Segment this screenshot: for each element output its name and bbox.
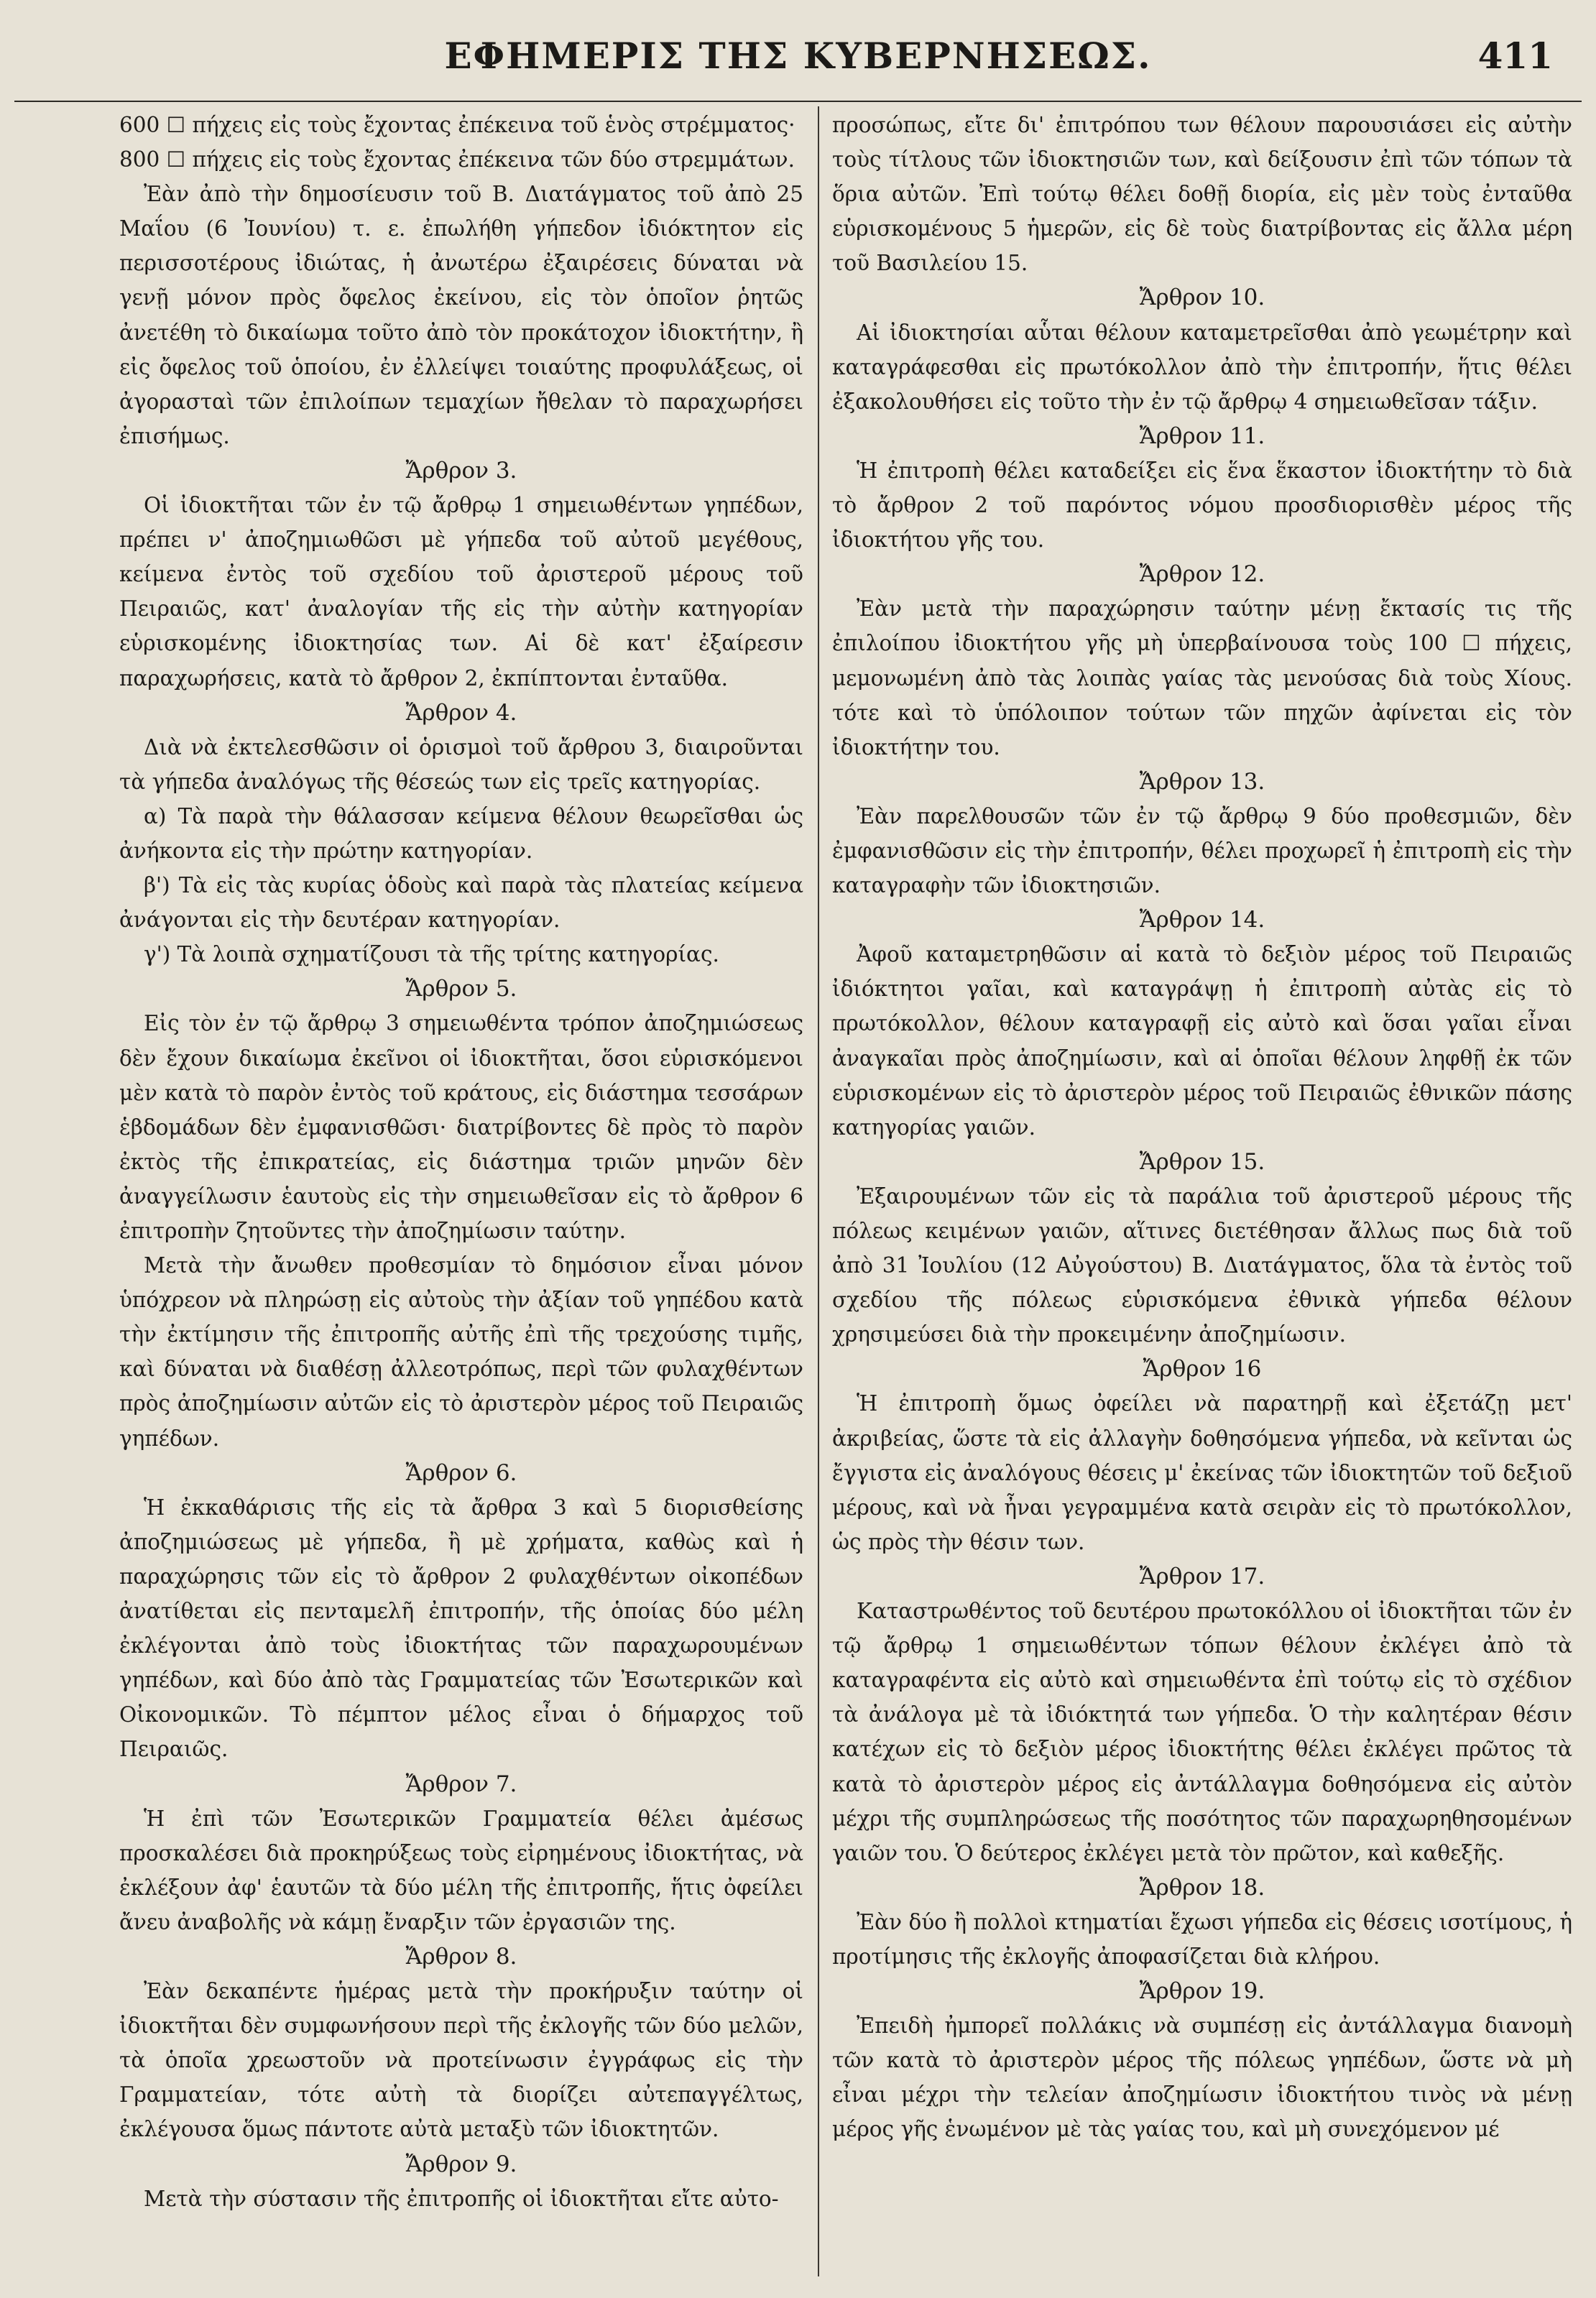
article-11-text: Ἡ ἐπιτροπὴ θέλει καταδείξει εἰς ἕνα ἕκαστον ἰδιοκτήτην τὸ διὰ τὸ ἄρθρον 2 τοῦ παρόντος νόμου προσδιορισθὲν μέρος τῆς ἰδιοκτήτου γῆς του. (832, 458, 1572, 553)
article-4-clause-b: β') Τὰ εἰς τὰς κυρίας ὁδοὺς καὶ παρὰ τὰς πλατείας κείμενα ἀνάγονται εἰς τὴν δευτέραν κατηγορίαν. (119, 873, 803, 933)
article-3-text: Οἱ ἰδιοκτῆται τῶν ἐν τῷ ἄρθρῳ 1 σημειωθέντων γηπέδων, πρέπει ν' ἀποζημιωθῶσι μὲ γήπεδα τοῦ αὐτοῦ μεγέθους, κείμενα ἐντὸς τοῦ σχεδίου τοῦ ἀριστεροῦ μέρους τοῦ Πειραιῶς, κατ' ἀναλογίαν τῆς εἰς τὴν αὐτὴν κατηγορίαν εὑρισκομένης ἰδιοκτησίας των. Αἱ δὲ κατ' ἐξαίρεσιν παραχωρήσεις, κατὰ τὸ ἄρθρον 2, ἐκπίπτονται ἐνταῦθα. (119, 493, 803, 691)
article-4-text: Διὰ νὰ ἐκτελεσθῶσιν οἱ ὁρισμοὶ τοῦ ἄρθρου 3, διαιροῦνται τὰ γήπεδα ἀναλόγως τῆς θέσεώς των εἰς τρεῖς κατηγορίας. (119, 734, 803, 794)
right-column (832, 108, 1572, 2264)
article-heading-11: Ἄρθρον 11. (1139, 423, 1265, 449)
article-6-text: Ἡ ἐκκαθάρισις τῆς εἰς τὰ ἄρθρα 3 καὶ 5 διορισθείσης ἀποζημιώσεως μὲ γήπεδα, ἢ μὲ χρήματα, καθὼς καὶ ἡ παραχώρησις τῶν εἰς τὸ ἄρθρον 2 φυλαχθέντων οἰκοπέδων ἀνατίθεται εἰς πενταμελῆ ἐπιτροπήν, τῆς ὁποίας δύο μέλη ἐκλέγονται ἀπὸ τοὺς ἰδιοκτήτας τῶν παραχωρουμένων γηπέδων, καὶ δύο ἀπὸ τὰς Γραμματείας τῶν Ἐσωτερικῶν καὶ Οἰκονομικῶν. Τὸ πέμπτον μέλος εἶναι ὁ δήμαρχος τοῦ Πειραιῶς. (119, 1495, 803, 1762)
article-heading-18: Ἄρθρον 18. (1139, 1874, 1265, 1901)
header-rule (14, 101, 1582, 102)
article-17-text: Καταστρωθέντος τοῦ δευτέρου πρωτοκόλλου οἱ ἰδιοκτῆται τῶν ἐν τῷ ἄρθρῳ 1 σημειωθέντων τόπων θέλουν ἐκλέγει ἀπὸ τὰ καταγραφέντα εἰς αὐτὸ καὶ σημειωθέντα ἐπὶ τούτῳ εἰς τὸ σχέδιον τὰ ἀνάλογα μὲ τὰ ἰδιόκτητά των γήπεδα. Ὁ τὴν καλητέραν θέσιν κατέχων εἰς τὸ δεξιὸν μέρος ἰδιοκτήτης θέλει ἐκλέγει πρῶτος τὰ κατὰ τὸ ἀριστερὸν μέρος εἰς ἀντάλλαγμα δοθησόμενα εἰς αὐτὸν μέχρι τῆς συμπληρώσεως τῆς ποσότητος τῶν παραχωρηθησομένων γαιῶν του. Ὁ δεύτερος ἐκλέγει μετὰ τὸν πρῶτον, καὶ καθεξῆς. (832, 1599, 1572, 1865)
article-heading-12: Ἄρθρον 12. (1139, 561, 1265, 588)
article-5-text: Εἰς τὸν ἐν τῷ ἄρθρῳ 3 σημειωθέντα τρόπον ἀποζημιώσεως δὲν ἔχουν δικαίωμα ἐκεῖνοι οἱ ἰδιοκτῆται, ὅσοι εὑρισκόμενοι μὲν κατὰ τὸ παρὸν ἐντὸς τοῦ κράτους, εἰς διάστημα τεσσάρων ἑβδομάδων δὲν ἐμφανισθῶσι· διατρίβοντες δὲ πρὸς τὸ παρὸν ἐκτὸς τῆς ἐπικρατείας, εἰς διάστημα τριῶν μηνῶν δὲν ἀναγγείλωσιν ἑαυτοὺς εἰς τὴν σημειωθεῖσαν εἰς τὸ ἄρθρον 6 ἐπιτροπὴν ζητοῦντες τὴν ἀποζημίωσιν ταύτην. (119, 1011, 803, 1243)
article-heading-16: Ἄρθρον 16 (1143, 1356, 1262, 1383)
article-19-text: Ἐπειδὴ ἠμπορεῖ πολλάκις νὰ συμπέσῃ εἰς ἀντάλλαγμα διανομὴ τῶν κατὰ τὸ ἀριστερὸν μέρος τῆς πόλεως γηπέδων, ὥστε νὰ μὴ εἶναι μέχρι τὴν τελείαν ἀποζημίωσιν ἰδιοκτήτου τινὸς νὰ μένῃ μέρος γῆς ἑνωμένον μὲ τὰς γαίας του, καὶ μὴ συνεχόμενον μέ (832, 2013, 1572, 2142)
article-13-text: Ἐὰν παρελθουσῶν τῶν ἐν τῷ ἄρθρῳ 9 δύο προθεσμιῶν, δὲν ἐμφανισθῶσιν εἰς τὴν ἐπιτροπήν, θέλει προχωρεῖ ἡ ἐπιτροπὴ εἰς τὴν καταγραφὴν τῶν ἰδιοκτησιῶν. (832, 803, 1572, 898)
article-14-text: Ἀφοῦ καταμετρηθῶσιν αἱ κατὰ τὸ δεξιὸν μέρος τοῦ Πειραιῶς ἰδιόκτητοι γαῖαι, καὶ καταγράψῃ ἡ ἐπιτροπὴ αὐτὰς εἰς τὸ πρωτόκολλον, θέλουν καταγραφῇ εἰς αὐτὸ καὶ ὅσαι γαῖαι εἶναι ἀναγκαῖαι πρὸς ἀποζημίωσιν, καὶ αἱ ὁποῖαι θέλουν ληφθῇ ἐκ τῶν εὑρισκομένων εἰς τὸ ἀριστερὸν μέρος τοῦ Πειραιῶς ἐθνικῶν πάσης κατηγορίας γαιῶν. (832, 942, 1572, 1140)
article-9-continuation: προσώπως, εἴτε δι' ἐπιτρόπου των θέλουν παρουσιάσει εἰς αὐτὴν τοὺς τίτλους τῶν ἰδιοκτησιῶν των, καὶ δείξουσιν ἐπὶ τῶν τόπων τὰ ὅρια αὐτῶν. Ἐπὶ τούτῳ θέλει δοθῇ διορία, εἰς μὲν τοὺς ἐνταῦθα εὑρισκομένους 5 ἡμερῶν, εἰς δὲ τοὺς διατρίβοντας εἰς ἄλλα μέρη τοῦ Βασιλείου 15. (832, 113, 1572, 276)
article-12-text: Ἐὰν μετὰ τὴν παραχώρησιν ταύτην μένῃ ἔκτασίς τις τῆς ἐπιλοίπου ἰδιοκτήτου γῆς μὴ ὑπερβαίνουσα τοὺς 100 ☐ πήχεις, μεμονωμένη ἀπὸ τὰς λοιπὰς γαίας τὰς μενούσας διὰ τοὺς Χίους. τότε καὶ τὸ ὑπόλοιπον τούτων τῶν πηχῶν ἀφίνεται εἰς τὸν ἰδιοκτήτην του. (832, 596, 1572, 760)
area-item-800: 800 ☐ πήχεις εἰς τοὺς ἔχοντας ἐπέκεινα τῶν δύο στρεμμάτων. (119, 147, 795, 172)
article-8-text: Ἐὰν δεκαπέντε ἡμέρας μετὰ τὴν προκήρυξιν ταύτην οἱ ἰδιοκτῆται δὲν συμφωνήσουν περὶ τῆς ἐκλογῆς τῶν δύο μελῶν, τὰ ὁποῖα χρεωστοῦν νὰ προτείνωσιν ἐγγράφως εἰς τὴν Γραμματείαν, τότε αὐτὴ τὰ διορίζει αὐτεπαγγέλτως, ἐκλέγουσα ὅμως πάντοτε αὐτὰ μεταξὺ τῶν ἰδιοκτητῶν. (119, 1979, 803, 2142)
article-heading-15: Ἄρθρον 15. (1139, 1148, 1265, 1175)
article-heading-6: Ἄρθρον 6. (405, 1459, 517, 1486)
article-heading-7: Ἄρθρον 7. (405, 1771, 517, 1797)
article-7-text: Ἡ ἐπὶ τῶν Ἐσωτερικῶν Γραμματεία θέλει ἀμέσως προσκαλέσει διὰ προκηρύξεως τοὺς εἰρημένους ἰδιοκτήτας, νὰ ἐκλέξουν ἀφ' ἑαυτῶν τὰ δύο μέλη τῆς ἐπιτροπῆς, ἥτις ὀφείλει ἄνευ ἀναβολῆς νὰ κάμῃ ἔναρξιν τῶν ἐργασιῶν της. (119, 1806, 803, 1934)
article-heading-4: Ἄρθρον 4. (405, 699, 517, 726)
area-item-600: 600 ☐ πήχεις εἰς τοὺς ἔχοντας ἐπέκεινα τοῦ ἑνὸς στρέμματος· (119, 113, 795, 137)
article-10-text: Αἱ ἰδιοκτησίαι αὗται θέλουν καταμετρεῖσθαι ἀπὸ γεωμέτρην καὶ καταγράφεσθαι εἰς πρωτόκολλον ἀπὸ τὴν ἐπιτροπήν, ἥτις θέλει ἐξακολουθήσει εἰς τοῦτο τὴν ἐν τῷ ἄρθρῳ 4 σημειωθεῖσαν τάξιν. (832, 320, 1572, 414)
article-9-text: Μετὰ τὴν σύστασιν τῆς ἐπιτροπῆς οἱ ἰδιοκτῆται εἴτε αὐτο- (144, 2186, 779, 2211)
page-number: 411 (1477, 34, 1553, 77)
article-4-clause-c: γ') Τὰ λοιπὰ σχηματίζουσι τὰ τῆς τρίτης κατηγορίας. (144, 942, 719, 967)
paragraph: Ἐὰν ἀπὸ τὴν δημοσίευσιν τοῦ Β. Διατάγματος τοῦ ἀπὸ 25 Μαΐου (6 Ἰουνίου) τ. ε. ἐπωλήθη γήπεδον ἰδιόκτητον εἰς περισσοτέρους ἰδιώτας, ἡ ἀνωτέρω ἐξαιρέσεις δύναται νὰ γενῇ μόνον πρὸς ὄφελος ἐκείνου, εἰς τὸν ὁποῖον ῥητῶς ἀνετέθη τὸ δικαίωμα τοῦτο ἀπὸ τὸν προκάτοχον ἰδιοκτήτην, ἢ εἰς ὄφελος τοῦ ὁποίου, ἐν ἐλλείψει τοιαύτης προφυλάξεως, οἱ ἀγορασταὶ τῶν ἐπιλοίπων τεμαχίων ἤθελαν τὸ παραχωρήσει ἐπισήμως. (119, 182, 803, 448)
article-heading-9: Ἄρθρον 9. (405, 2151, 517, 2177)
article-heading-14: Ἄρθρον 14. (1139, 907, 1265, 933)
article-heading-3: Ἄρθρον 3. (405, 457, 517, 484)
page-header (0, 0, 1596, 108)
article-heading-5: Ἄρθρον 5. (405, 976, 517, 1002)
article-4-clause-a: α) Τὰ παρὰ τὴν θάλασσαν κείμενα θέλουν θεωρεῖσθαι ὡς ἀνήκοντα εἰς τὴν πρώτην κατηγορίαν. (119, 803, 803, 863)
left-column (119, 108, 803, 2264)
article-5-text-b: Μετὰ τὴν ἄνωθεν προθεσμίαν τὸ δημόσιον εἶναι μόνον ὑπόχρεον νὰ πληρώσῃ εἰς αὐτοὺς τὴν ἀξίαν τοῦ γηπέδου κατὰ τὴν ἐκτίμησιν τῆς ἐπιτροπῆς αὐτῆς ἐπὶ τῆς τρεχούσης τιμῆς, καὶ δύναται νὰ διαθέσῃ ἀλλεοτρόπως, περὶ τῶν φυλαχθέντων πρὸς ἀποζημίωσιν αὐτῶν εἰς τὸ ἀριστερὸν μέρος τοῦ Πειραιῶς γηπέδων. (119, 1253, 803, 1451)
gazette-title: ΕΦΗΜΕΡΙΣ ΤΗΣ ΚΥΒΕΡΝΗΣΕΩΣ. (444, 34, 1152, 77)
article-heading-8: Ἄρθρον 8. (405, 1943, 517, 1970)
article-15-text: Ἐξαιρουμένων τῶν εἰς τὰ παράλια τοῦ ἀριστεροῦ μέρους τῆς πόλεως κειμένων γαιῶν, αἵτινες διετέθησαν ἄλλως πως διὰ τοῦ ἀπὸ 31 Ἰουλίου (12 Αὐγούστου) Β. Διατάγματος, ὅλα τὰ ἐντὸς τοῦ σχεδίου τῆς πόλεως εὑρισκόμενα ἐθνικὰ γήπεδα θέλουν χρησιμεύσει διὰ τὴν προκειμένην ἀποζημίωσιν. (832, 1183, 1572, 1347)
article-16-text: Ἡ ἐπιτροπὴ ὅμως ὀφείλει νὰ παρατηρῇ καὶ ἐξετάζῃ μετ' ἀκριβείας, ὥστε τὰ εἰς ἀλλαγὴν δοθησόμενα γήπεδα, νὰ κεῖνται ὡς ἔγγιστα εἰς ἀναλόγους θέσεις μ' ἐκείνας τῶν ἰδιοκτητῶν τοῦ δεξιοῦ μέρους, καὶ νὰ ἦναι γεγραμμένα κατὰ σειρὰν εἰς τὸ πρωτόκολλον, ὡς πρὸς τὴν θέσιν των. (832, 1391, 1572, 1554)
article-heading-17: Ἄρθρον 17. (1139, 1563, 1265, 1589)
article-heading-10: Ἄρθρον 10. (1139, 285, 1265, 311)
article-heading-19: Ἄρθρον 19. (1139, 1978, 1265, 2005)
article-heading-13: Ἄρθρον 13. (1139, 768, 1265, 795)
article-18-text: Ἐὰν δύο ἢ πολλοὶ κτηματίαι ἔχωσι γήπεδα εἰς θέσεις ισοτίμους, ἡ προτίμησις τῆς ἐκλογῆς ἀποφασίζεται διὰ κλήρου. (832, 1909, 1572, 1969)
column-divider (818, 106, 819, 2276)
